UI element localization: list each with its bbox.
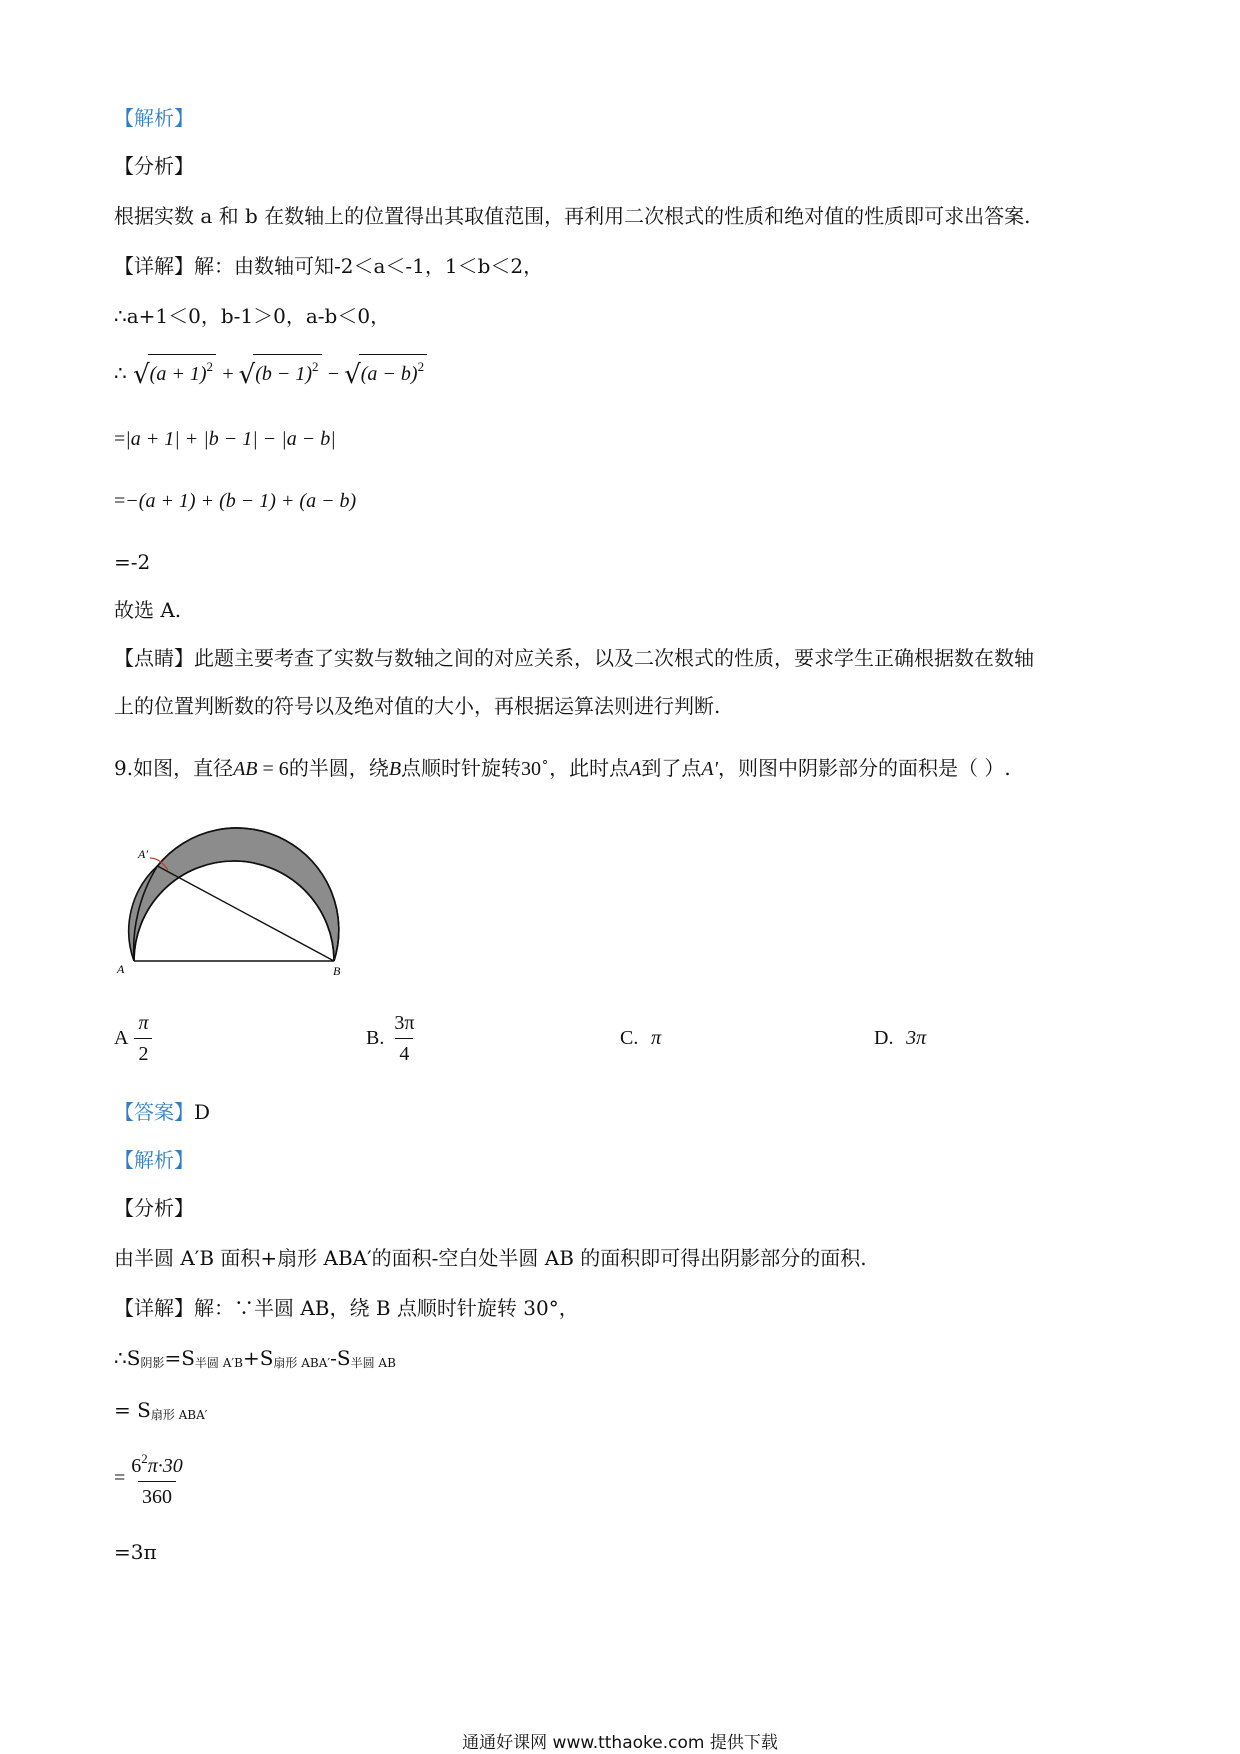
abs-expression: =|a + 1| + |b − 1| − |a − b| (114, 428, 336, 450)
option-c[interactable]: C. π (620, 1026, 662, 1049)
sqrt-expression: ∴ $√(a + 1)^2 + √(b - 1)^2 - √(a - b)^2$ (114, 354, 427, 389)
answer-heading: 【答案】 (114, 1100, 194, 1124)
footer-watermark: 通通好课网 www.tthaoke.com 提供下载 (462, 1733, 778, 1753)
comment-line-1 (114, 644, 1034, 672)
option-b[interactable]: B. $\frac{3\pi}{4}$ (366, 1012, 415, 1065)
fenxi-heading: 【分析】 (114, 154, 194, 178)
analysis-heading: 【解析】 (114, 106, 194, 130)
question-9-stem: 9.如图，直径AB = 6的半圆，绕B点顺时针旋转30∘，此时点A到了点A′，则图中阴影部分的面积是（ ）. (114, 754, 1011, 780)
answer-line (114, 1098, 210, 1126)
analysis-heading-2: 【解析】 (114, 1148, 194, 1172)
fenxi-heading-2: 【分析】 (114, 1196, 194, 1220)
sector-area-line: = S扇形 ABA′ (114, 1398, 208, 1422)
answer-value: D (194, 1100, 211, 1124)
area-formula-line: ∴S阴影=S半圆 A′B+S扇形 ABA′-S半圆 AB (114, 1346, 396, 1370)
detail-heading: 【详解】 (114, 254, 194, 278)
option-a[interactable]: A $\frac{\pi}{2}$ (114, 1010, 158, 1067)
label-b: B (333, 964, 341, 978)
comment-heading: 【点睛】 (114, 646, 194, 670)
paren-expression: =−(a + 1) + (b − 1) + (a − b) (114, 490, 357, 512)
detail-text: 解：由数轴可知-2＜a＜-1，1＜b＜2， (194, 254, 544, 278)
result-line: =-2 (114, 550, 151, 574)
detail-line (114, 252, 543, 280)
final-result: =3π (114, 1540, 157, 1564)
comment-line-2: 上的位置判断数的符号以及绝对值的大小，再根据运算法则进行判断. (114, 694, 721, 718)
choose-line: 故选 A. (114, 598, 182, 622)
comment-text-1: 此题主要考查了实数与数轴之间的对应关系，以及二次根式的性质，要求学生正确根据数在数轴 (194, 646, 1034, 670)
fenxi-text: 根据实数 a 和 b 在数轴上的位置得出其取值范围，再利用二次根式的性质和绝对值的性质即可求出答案. (114, 204, 1031, 228)
label-aprime: A′ (138, 847, 148, 861)
semicircle-figure (112, 800, 372, 990)
option-d[interactable]: D. 3π (874, 1026, 927, 1049)
detail-heading-2: 【详解】 (114, 1296, 194, 1320)
inequality-line: ∴a+1＜0，b-1＞0，a-b＜0， (114, 304, 391, 328)
label-a: A (117, 962, 125, 976)
detail-text-2: 解：∵半圆 AB，绕 B 点顺时针旋转 30°， (194, 1296, 579, 1320)
detail-line-2 (114, 1294, 579, 1322)
fraction-line: = $\frac{6^2\pi\cdot 30}{360}$ (114, 1451, 183, 1508)
fenxi-text-2: 由半圆 A′B 面积+扇形 ABA′的面积-空白处半圆 AB 的面积即可得出阴影部分的面积. (114, 1246, 867, 1270)
